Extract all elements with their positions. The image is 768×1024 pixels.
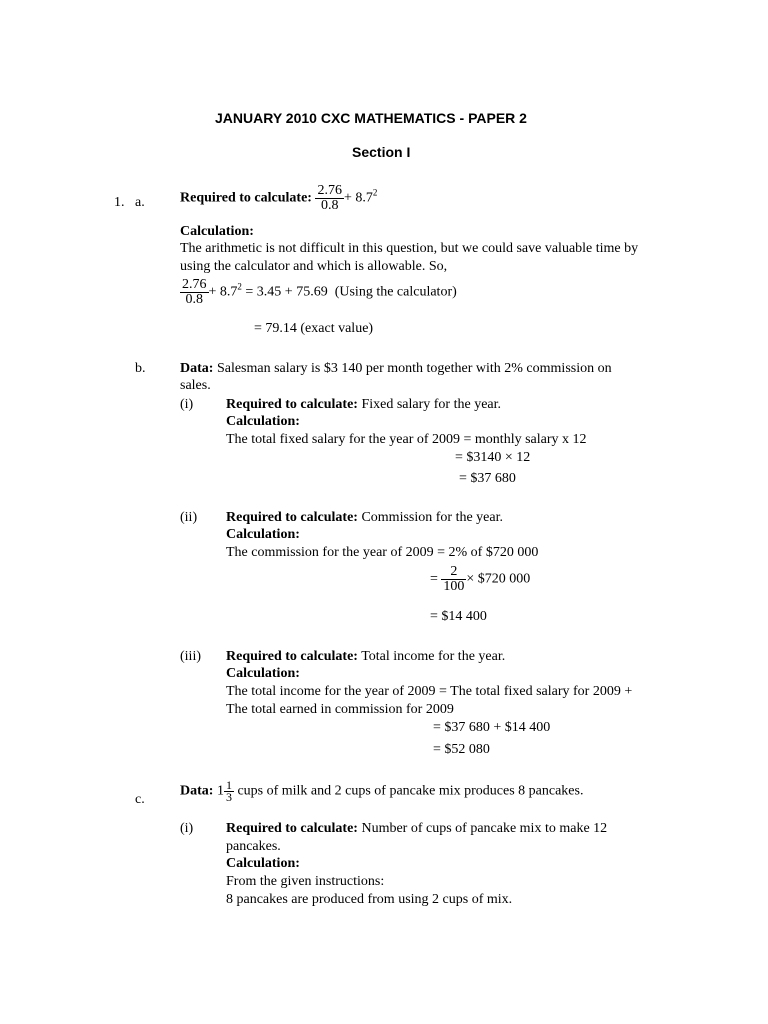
calculation-label: Calculation: [226,414,300,429]
subpart-label-ii: (ii) [180,510,198,525]
mixed-number-whole: 1 [216,783,224,799]
equation-rhs: = 3.45 + 75.69 [245,284,328,300]
subpart-required: Required to calculate: Total income for the year. [226,649,506,664]
equation-line: = $3140 × 12 [455,450,531,465]
equation-line: = $37 680 + $14 400 [433,720,551,735]
fraction: $\frac{2.76}{0.8}$ [182,277,207,307]
subpart-label-i: (i) [180,397,194,412]
subpart-required: Required to calculate: Fixed salary for the year. [226,397,502,412]
part-letter-c: c. [135,792,145,807]
calculation-label: Calculation: [226,666,300,681]
equation-line: = $52 080 [433,742,490,757]
equation-line: = $14 400 [430,609,487,624]
subpart-label-i: (i) [180,821,194,836]
calculation-label: Calculation: [226,527,300,542]
fraction: $\frac{2}{100}$ [443,564,465,594]
equation-note: (Using the calculator) [334,284,457,300]
calculation-line: The total income for the year of 2009 = The total fixed salary for 2009 + [226,684,633,699]
calculation-line: The commission for the year of 2009 = 2% of $720 000 [226,545,539,560]
data-line: Data: Salesman salary is $3 140 per month together with 2% commission on [180,361,612,376]
subpart-required: Required to calculate: Number of cups of pancake mix to make 12 [226,821,608,836]
required-label: Required to calculate: [180,190,312,206]
subpart-required-cont: pancakes. [226,839,281,854]
part-letter-b: b. [135,361,146,376]
subpart-label-iii: (iii) [180,649,201,664]
paragraph-line: using the calculator and which is allowable. So, [180,259,448,274]
calculation-label: Calculation: [226,856,300,871]
calculation-label: Calculation: [180,224,254,239]
paragraph-line: The arithmetic is not difficult in this question, but we could save valuable time by [180,241,639,256]
equation-step-1: $\frac{2.76}{0.8}$ + $8.7^2 = 3.45 + 75.69$ (Using the calculator) [182,277,457,307]
question-number: 1. [114,195,125,210]
exponent: 2 [372,187,378,198]
calculation-line: The total earned in commission for 2009 [226,702,454,717]
plus-term: + 8.7 [343,190,373,206]
fraction: $\frac{2.76}{0.8}$ [317,183,342,213]
subpart-required: Required to calculate: Commission for the year. [226,510,503,525]
part-letter-a: a. [135,195,145,210]
calculation-line: From the given instructions: [226,874,385,889]
page-title: JANUARY 2010 CXC MATHEMATICS - PAPER 2 [215,110,527,126]
equation-step-2: = 79.14 (exact value) [254,321,374,336]
equation-line: = $\frac{2}{100}$ × $720 000 [430,564,531,594]
calculation-line: The total fixed salary for the year of 2009 = monthly salary x 12 [226,432,587,447]
data-line: Data: 1 $\frac{1}{3}$ cups of milk and 2 cups of pancake mix produces 8 pancakes. [180,778,584,804]
data-line: sales. [180,378,211,393]
part-a-required [180,184,377,213]
section-heading: Section I [352,144,411,160]
fraction: $\frac{1}{3}$ [225,778,232,804]
calculation-line: 8 pancakes are produced from using 2 cups of mix. [226,892,513,907]
equation-line: = $37 680 [459,471,516,486]
